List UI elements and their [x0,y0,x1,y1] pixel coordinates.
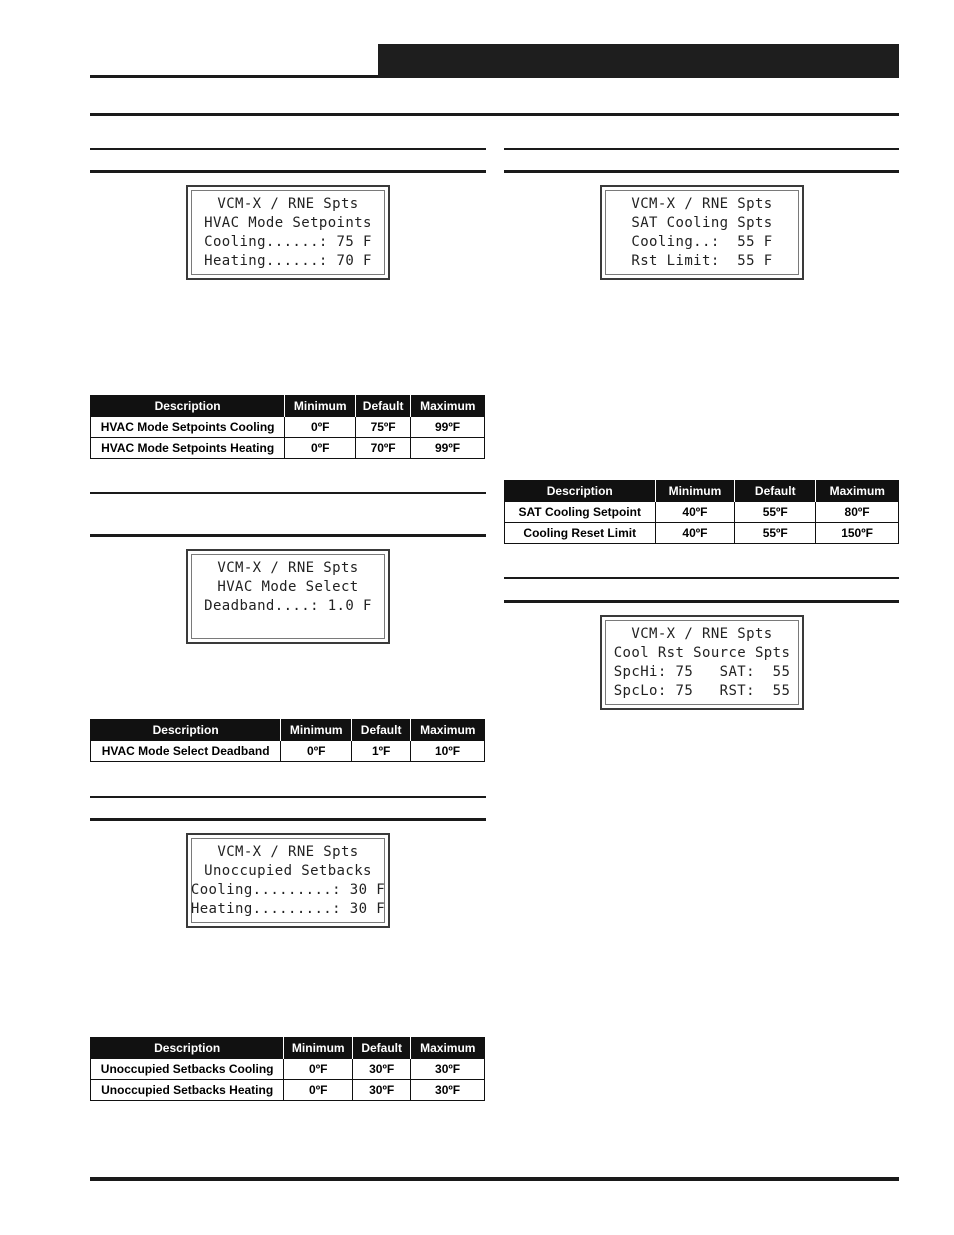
header-rule [90,75,380,78]
table-cell: 1ºF [352,741,411,762]
lcd-line: HVAC Mode Select [217,579,359,595]
lcd-line: VCM-X / RNE Spts [217,844,359,860]
table-cell: 75ºF [356,417,411,438]
table-cell: 40ºF [655,523,735,544]
table-hvac-mode-select [90,719,485,762]
column-header: Minimum [655,480,735,502]
table-row [91,417,485,438]
table-row [505,523,899,544]
lcd-line: Unoccupied Setbacks [204,863,372,879]
section-rule [90,534,486,537]
table-cell: Unoccupied Setbacks Heating [91,1080,284,1101]
table-cell: 0ºF [281,741,352,762]
column-header: Maximum [411,395,485,417]
column-header: Description [505,480,656,502]
table-row [91,1059,485,1080]
lcd-line: VCM-X / RNE Spts [631,626,773,642]
lcd-display-cool-rst-source [600,615,804,710]
table-cell: 99ºF [411,417,485,438]
table-row [91,1080,485,1101]
table-cell: 99ºF [411,438,485,459]
lcd-line: Cool Rst Source Spts [613,645,791,661]
lcd-display-hvac-mode-select [186,549,390,644]
table-cell: HVAC Mode Select Deadband [91,741,281,762]
lcd-line: SpcLo: 75 RST: 55 [613,683,791,699]
table-cell: Unoccupied Setbacks Cooling [91,1059,284,1080]
table-cell: 30ºF [353,1080,411,1101]
table-cell: Cooling Reset Limit [505,523,656,544]
lcd-line: HVAC Mode Setpoints [204,215,372,231]
table-cell: 40ºF [655,502,735,523]
table-cell: 80ºF [816,502,899,523]
column-header: Default [353,1037,411,1059]
table-cell: 0ºF [285,417,356,438]
section-rule [90,492,486,494]
table-cell: 10ºF [411,741,485,762]
column-header: Description [91,1037,284,1059]
column-header: Maximum [411,1037,485,1059]
column-header: Description [91,395,285,417]
lcd-line: VCM-X / RNE Spts [631,196,773,212]
lcd-line: Heating.........: 30 F [190,901,386,917]
column-header: Maximum [816,480,899,502]
section-rule [90,796,486,798]
table-row [91,741,485,762]
lcd-line: Deadband....: 1.0 F [204,598,372,614]
table-cell: 0ºF [284,1059,353,1080]
lcd-line: Cooling.........: 30 F [190,882,386,898]
table-cell: 0ºF [285,438,356,459]
table-cell: SAT Cooling Setpoint [505,502,656,523]
lcd-line: Cooling..: 55 F [631,234,773,250]
table-hvac-mode-setpoints [90,395,485,459]
lcd-display-hvac-mode-setpoints [186,185,390,280]
table-cell: HVAC Mode Setpoints Heating [91,438,285,459]
table-cell: 30ºF [353,1059,411,1080]
lcd-line: Cooling......: 75 F [204,234,372,250]
table-unoccupied-setbacks [90,1037,485,1101]
table-cell: 70ºF [356,438,411,459]
lcd-display-unoccupied-setbacks [186,833,390,928]
section-rule [504,577,899,579]
table-cell: HVAC Mode Setpoints Cooling [91,417,285,438]
table-cell: 55ºF [735,502,816,523]
section-rule [90,170,486,173]
section-rule [504,600,899,603]
lcd-line: Rst Limit: 55 F [631,253,773,269]
footer-rule [90,1177,899,1181]
lcd-line: VCM-X / RNE Spts [217,196,359,212]
column-header: Default [735,480,816,502]
column-header: Minimum [284,1037,353,1059]
column-header: Default [356,395,411,417]
header-bar [378,44,899,78]
column-header: Minimum [285,395,356,417]
lcd-line: SpcHi: 75 SAT: 55 [613,664,791,680]
section-rule [90,148,486,150]
table-cell: 55ºF [735,523,816,544]
column-header: Description [91,719,281,741]
table-cell: 30ºF [411,1059,485,1080]
table-sat-cooling [504,480,899,544]
table-cell: 150ºF [816,523,899,544]
section-rule [504,170,899,173]
table-cell: 30ºF [411,1080,485,1101]
lcd-line: SAT Cooling Spts [631,215,773,231]
column-header: Default [352,719,411,741]
section-rule [504,148,899,150]
section-rule [90,818,486,821]
table-row [505,502,899,523]
table-row [91,438,485,459]
column-header: Maximum [411,719,485,741]
top-rule [90,113,899,116]
table-cell: 0ºF [284,1080,353,1101]
column-header: Minimum [281,719,352,741]
lcd-display-sat-cooling [600,185,804,280]
lcd-line: VCM-X / RNE Spts [217,560,359,576]
lcd-line: Heating......: 70 F [204,253,372,269]
